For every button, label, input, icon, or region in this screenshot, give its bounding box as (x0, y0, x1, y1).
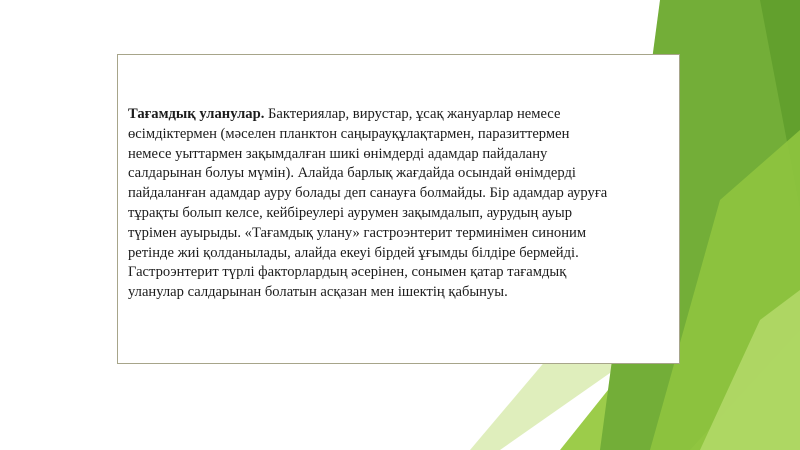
body-paragraph (128, 105, 669, 303)
paragraph-heading: Тағамдық уланулар. (128, 106, 265, 122)
text-content-box (117, 54, 680, 364)
paragraph-body: Бактериялар, вирустар, ұсақ жануарлар немесе өсімдіктермен (мәселен планктон саңырауқұлақтармен, паразиттермен немесе уыттармен зақымдалған шикі өнімдерді адамдар пайдалану салдарынан болуы мүмін). Алайда барлық жағдайда осындай өнімдерді пайдаланған адамдар ауру болады деп санауға болмайды. Бір адамдар ауруға тұрақты болып келсе, кейбіреулері аурумен зақымдалып, аурудың ауыр түрімен ауырыды. «Тағамдық улану» гастроэнтерит терминімен синоним ретінде жиі қолданылады, алайда екеуі бірдей ұғымды білдіре бермейді. Гастроэнтерит түрлі факторлардың әсерінен, сонымен қатар тағамдық уланулар салдарынан болатын асқазан мен ішектің қабынуы. (128, 106, 608, 301)
